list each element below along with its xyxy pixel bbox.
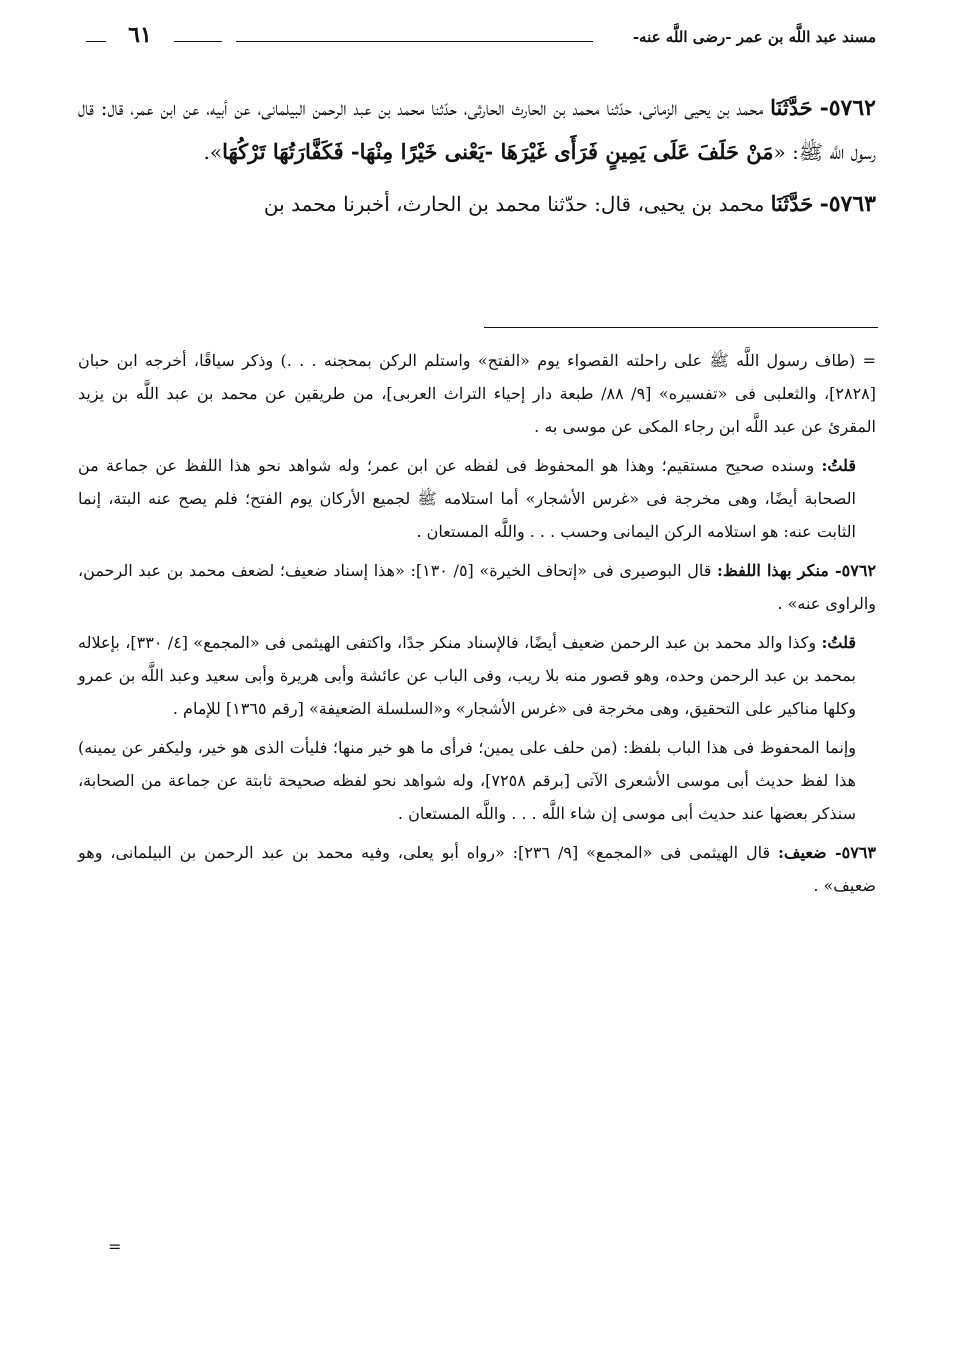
qultu-label: قلتُ:	[821, 456, 856, 475]
grading: منكر بهذا اللفظ:	[717, 561, 835, 580]
footnote-text: وإنما المحفوظ فى هذا الباب بلفظ: (من حلف على يمين؛ فرأى ما هو خير منها؛ فليأت الذى هو خير، وليكفر عن يمينه) هذا لفظ حديث أبى موسى الأشعرى الآتى [برقم ٧٢٥٨]، وله شواهد نحو لفظه صحيحة ثابتة عن جماعة من الصحابة، سنذكر بعضها عند حديث أبى موسى إن شاء اللَّه . . . واللَّه المستعان .	[78, 738, 856, 823]
footnotes	[78, 344, 876, 908]
footnote-divider	[484, 327, 878, 328]
hadith-5763	[78, 182, 876, 226]
haddathana: حَدَّثَنَا	[770, 191, 814, 216]
running-title: مسند عبد اللَّه بن عمر -رضى اللَّه عنه-	[632, 28, 876, 46]
footnote-text: قال الهيثمى فى «المجمع» [٩/ ٢٣٦]: «رواه أبو يعلى، وفيه محمد بن عبد الرحمن بن البيلمانى، وهو ضعيف» .	[78, 843, 876, 895]
hadith-number: ٥٧٦٢-	[819, 95, 876, 121]
continuation-marker: =	[862, 351, 876, 370]
header-dash	[174, 41, 222, 42]
qultu-label: قلتُ:	[821, 633, 857, 652]
hadith-number: ٥٧٦٣-	[819, 191, 876, 217]
footnote-number: ٥٧٦٣-	[835, 843, 877, 862]
footnote-continued	[78, 344, 876, 443]
footnote-qultu	[78, 626, 876, 725]
continuation-marker: =	[108, 1237, 122, 1256]
hadith-text: مَنْ حَلَفَ عَلَى يَمِينٍ فَرَأَى غَيْرَهَا -يَعْنى خَيْرًا مِنْهَا- فَكَفَّارَتُهَا تَرْكُهَا	[222, 139, 774, 164]
main-text	[78, 86, 876, 234]
footnote-text: (طاف رسول اللَّه ﷺ على راحلته القصواء يوم «الفتح» واستلم الركن بمحجنه . . .) وذكر سياقًا، أخرجه ابن حبان [٢٨٢٨]، والثعلبى فى «تفسيره» [٩/ ٨٨/ طبعة دار إحياء التراث العربى]، من طريقين عن محمد بن عبد اللَّه بن يزيد المقرئ عن عبد اللَّه ابن رجاء المكى عن موسى به .	[78, 351, 877, 436]
isnad: محمد بن يحيى، قال: حدّثنا محمد بن الحارث، أخبرنا محمد بن	[263, 192, 771, 216]
footnote-number: ٥٧٦٢-	[835, 561, 877, 580]
header-rule	[236, 41, 593, 42]
footnote-qultu	[78, 449, 876, 548]
page-number: ٦١	[128, 22, 152, 48]
footnote-5762	[78, 554, 876, 620]
footnote-paragraph	[78, 731, 876, 830]
footnote-text: قال البوصيرى فى «إتحاف الخيرة» [٥/ ١٣٠]: «هذا إسناد ضعيف؛ لضعف محمد بن عبد الرحمن، والراوى عنه» .	[78, 561, 876, 613]
isnad: محمد بن يحيى الزمانى، حدّثنا محمد بن الحارث الحارثى، حدّثنا محمد بن عبد الرحمن البيلمانى، عن أبيه، عن ابن عمر، قال: قال رسول اللَّه ﷺ: «	[78, 96, 876, 164]
haddathana: حَدَّثَنَا	[770, 95, 813, 120]
footnote-5763	[78, 836, 876, 902]
grading: ضعيف:	[778, 843, 835, 862]
page-header	[86, 22, 876, 64]
footnote-text: وكذا والد محمد بن عبد الرحمن ضعيف أيضًا، فالإسناد منكر جدًا، واكتفى الهيثمى فى «المجمع» [٤/ ٣٣٠]، بإعلاله بمحمد بن عبد الرحمن وحده، وهو قصور منه بلا ريب، وفى الباب عن عائشة وأبى هريرة وأبى سعيد وعبد اللَّه بن عمرو وكلها مناكير على التحقيق، وهى مخرجة فى «غرس الأشجار» و«السلسلة الضعيفة» [رقم ١٣٦٥] للإمام .	[78, 633, 856, 718]
footnote-text: وسنده صحيح مستقيم؛ وهذا هو المحفوظ فى لفظه عن ابن عمر؛ وله شواهد نحو هذا اللفظ عن جماعة من الصحابة أيضًا، وهى مخرجة فى «غرس الأشجار» أما استلامه ﷺ لجميع الأركان يوم الفتح؛ فلم يصح عنه البتة، إنما الثابت عنه: هو استلامه الركن اليمانى وحسب . . . واللَّه المستعان .	[78, 456, 856, 541]
hadith-5762	[78, 86, 876, 174]
quote-close: ».	[203, 140, 223, 164]
header-dash	[86, 41, 106, 42]
